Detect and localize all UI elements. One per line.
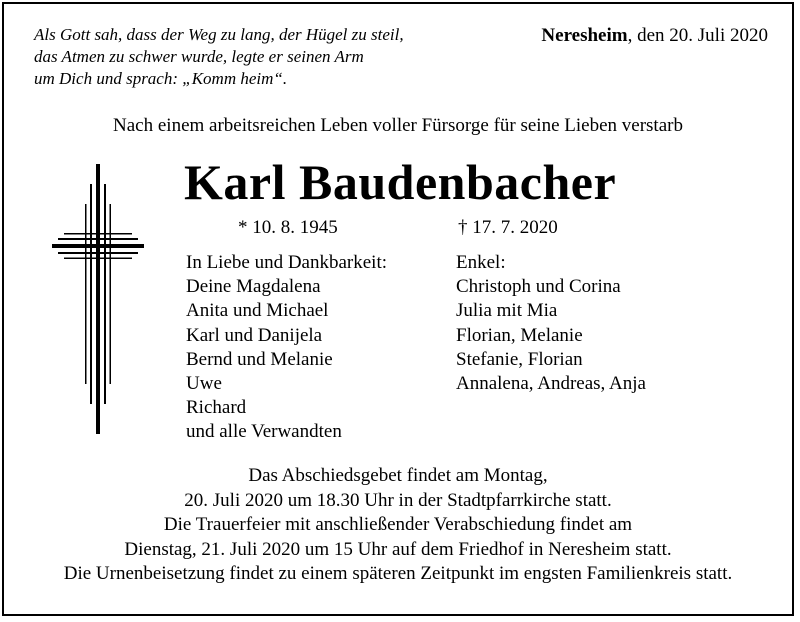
- mourner-line: und alle Verwandten: [186, 421, 342, 443]
- mourner-line: Stefanie, Florian: [456, 348, 583, 370]
- mourner-line: Deine Magdalena: [186, 276, 321, 298]
- mourner-line: Karl und Danijela: [186, 324, 323, 346]
- mourner-line: Uwe: [186, 373, 222, 395]
- place: Neresheim: [541, 25, 628, 46]
- place-date: [541, 24, 768, 48]
- announcement-line: Dienstag, 21. Juli 2020 um 15 Uhr auf dem Friedhof in Neresheim statt.: [124, 538, 672, 560]
- date: , den 20. Juli 2020: [627, 25, 768, 46]
- mourners-left: [186, 251, 387, 445]
- verse-line: um Dich und sprach: „Komm heim“.: [34, 69, 288, 88]
- mourner-line: Annalena, Andreas, Anja: [456, 373, 646, 395]
- verse-line: das Atmen zu schwer wurde, legte er seinen Arm: [34, 47, 364, 66]
- verse: [34, 24, 404, 90]
- announcement-line: 20. Juli 2020 um 18.30 Uhr in der Stadtpfarrkirche statt.: [184, 489, 612, 511]
- mourner-line: Julia mit Mia: [456, 300, 558, 322]
- cross-icon: [52, 164, 144, 434]
- mourner-line: Christoph und Corina: [456, 276, 621, 298]
- announcement-line: Das Abschiedsgebet findet am Montag,: [248, 465, 548, 486]
- birth-date: * 10. 8. 1945: [238, 217, 338, 238]
- mourner-line: Florian, Melanie: [456, 324, 583, 346]
- announcement-line: Die Urnenbeisetzung findet zu einem späteren Zeitpunkt im engsten Familienkreis statt.: [63, 563, 733, 585]
- obituary-frame: [2, 2, 794, 616]
- intro-text: Nach einem arbeitsreichen Leben voller Fürsorge für seine Lieben verstarb: [113, 115, 683, 136]
- mourners-right: [456, 251, 646, 396]
- verse-line: Als Gott sah, dass der Weg zu lang, der Hügel zu steil,: [34, 25, 404, 44]
- death-date: † 17. 7. 2020: [458, 217, 558, 238]
- mourner-line: Anita und Michael: [186, 300, 329, 322]
- mourner-line: In Liebe und Dankbarkeit:: [186, 252, 388, 273]
- mourner-line: Enkel:: [456, 252, 506, 273]
- deceased-name: Karl Baudenbacher: [184, 154, 617, 210]
- mourner-line: Bernd und Melanie: [186, 348, 333, 370]
- announcement-line: Die Trauerfeier mit anschließender Verabschiedung findet am: [163, 514, 633, 536]
- announcements: [4, 464, 792, 587]
- mourner-line: Richard: [186, 397, 247, 419]
